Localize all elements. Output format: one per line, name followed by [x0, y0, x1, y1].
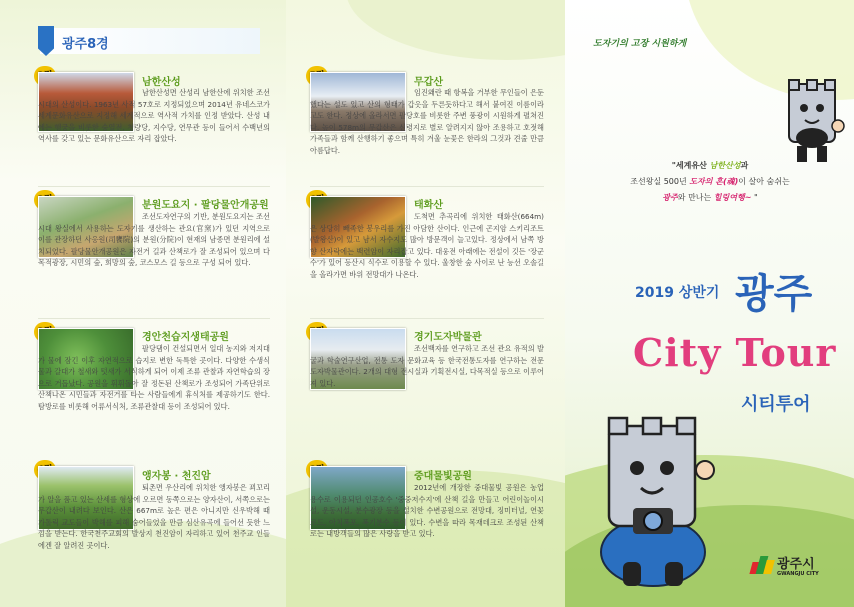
spot-text: 팔당댐이 건설되면서 일대 농지와 저지대가 물에 잠긴 이후 자연적으로 습지로 변한 독특한 곳이다. 다양한 수생식물과 갈대가 철새와 텃새가 서식하게 되어 이제 조류 관찰과 자연학습의 장으로 거듭났다. 공원을 휘휘돌아 잘 정돈된 산책로가 조성되어 가족단위로 산책나온 시민들과 자전거를 타는 사람들에게 휴식처를 제공하기도 한다. 탐방로를 비롯해 어류서식처, 조류관찰대 등이 조성되어 있다.: [38, 344, 270, 411]
year-label: 2019 상반기: [635, 285, 720, 301]
city-tour-title: City Tour: [633, 330, 837, 375]
spot-title: 태화산: [414, 200, 443, 211]
spot-text: 남한산성면 산성리 남한산에 위치한 조선시대의 산성이다. 1963년 사적 57호로 지정되었으며 2014년 유네스코가 세계문화유산으로 지정해 세계적으로 역사적 가치를 인정 받았다. 산성 내 에는 행궁을 비롯한 숭열전, 청량당, 지수당, 연무관 등이 들어서 수백년의 역사를 갖고 있는 문화유산으로 자리 잡았다.: [38, 88, 270, 144]
spot-title: 경기도자박물관: [414, 332, 482, 343]
divider: [38, 186, 270, 187]
spot-title: 무갑산: [414, 77, 443, 88]
divider: [38, 318, 270, 319]
spot-title: 경안천습지생태공원: [142, 332, 229, 343]
section-title: 광주8경: [62, 37, 109, 52]
spot-text: 퇴촌면 우산리에 위치한 앵자봉은 꾀꼬리가 알을 품고 있는 산세를 형상에 오르면 동쪽으로는 양자산이, 서쪽으로는 무갑산이 내려다 보인다. 산은 667m로 높은 편은 아니지만 신우박해 때 가톨릭 교도들이 박해를 피해 숨어들었을 만큼 심산유곡에 들어선 듯한 느낌을 받는다. 한국천주교회의 발상지 천진암이 자리하고 있어 천주교 인들에겐 잘 알려진 곳이다.: [38, 483, 270, 550]
panel-left: [0, 0, 286, 607]
mascot-character-icon: [783, 76, 847, 172]
city-tour-korean: 시티투어: [741, 394, 811, 415]
city-logo-bottom-en: GWANGJU CITY: [777, 571, 819, 577]
spot-title: 분원도요지 · 팔당물안개공원: [142, 200, 269, 211]
spot-title: 남한산성: [142, 77, 181, 88]
cover-panel: [565, 0, 854, 607]
slogan-line-2: 조선왕실 500년 도자의 혼(魂)이 살아 숨쉬는: [630, 177, 790, 186]
city-logo: 도자기의 고장 시원하게: [593, 39, 687, 49]
spot-title: 앵자봉 · 천진암: [142, 471, 211, 482]
panel-middle: [286, 0, 565, 607]
spot-title: 중대물빛공원: [414, 471, 472, 482]
slogan-line-3: 광주와 만나는 힐링여행~ ": [662, 193, 758, 202]
spot-text: 조선도자연구의 기반, 분원도요지는 조선시대 왕실에서 사용하는 도자기를 생산하는 관요(官窯)가 있던 지역으로 이를 관장하던 사옹원(司饔院)의 분원(分院)이 현재의 남종면 분원리에 설치되었다. 팔당물안개공원은 자전거 길과 산책로가 잘 조성되어 있으며 다목적광장, 시민의 숲, 희망의 숲, 코스모스 길 등으로 구성 되어 있다.: [38, 212, 270, 268]
spot-text: 도척면 추곡리에 위치한 태화산(664m)은 상당히 빼족한 봉우리를 가진 아담한 산이다. 인근에 곤지암 스키리조트(발왕산)이 있고 남서 자수지도 많아 방문객이 늘고있다. 정상에서 남쪽 방향 산자락에는 백련암이 자리잡고 있다. 대웅전 아래에는 전설이 깃든 '장군수'가 있어 등산시 식수로 이용할 수 있다. 울창한 숲 사이로 난 능선 오솔길을 올라가면 바위 전망대가 나온다.: [310, 212, 544, 279]
slogan-line-1: "세계유산 남한산성과: [671, 161, 749, 170]
slogan: [585, 160, 835, 203]
divider: [310, 318, 544, 319]
mascot-camera-character-icon: [593, 412, 723, 590]
decor-hill: [346, 0, 565, 60]
spot-text: 조선백자를 연구하고 조선 관요 유적의 발굴과 학술연구산업, 전통 도자 문화교육 등 한국전통도자를 연구하는 전문도자박물관이다. 2개의 대형 전시실과 기획전시실, 다목적실 등으로 이루어져 있다.: [310, 344, 544, 388]
city-logo-bottom: 광주시: [777, 557, 815, 572]
spot-text: 임진왜란 때 항복을 거부한 무인들이 은둔했다는 설도 있고 산의 형태가 갑옷을 두른듯하다고 해서 붙여진 이름이라고도 한다. 정상에 올라서면 팔당호를 비롯한 주변 풍광이 시원하게 펼쳐진다. 높이 578m의 무갑산은 신령지로 별로 알려지지 않아 조용하고 호젓해 가족들과 함께 산행하기 좋으며 특히 겨울 눈꽃은 한라의 그것과 견줄 만큼 아름답다.: [310, 88, 544, 155]
city-emblem-icon: [751, 556, 773, 574]
divider: [310, 186, 544, 187]
city-name: 광주: [735, 271, 813, 317]
spot-text: 2012년에 개장한 중대물빛 공원은 농업용수로 이용되던 인공호수 '중중저수지'에 산책 길을 만들고 어린이놀이시설, 운동시설, 분수광장 등을 설치한 수변공원으로 전망대, 징미터널, 연꽃로드, 아치폭포, 폭기분수 등이 있다. 수변을 따라 목재데크로 조성된 산책로는 내방객들의 많은 사랑을 받고 있다.: [310, 483, 544, 539]
